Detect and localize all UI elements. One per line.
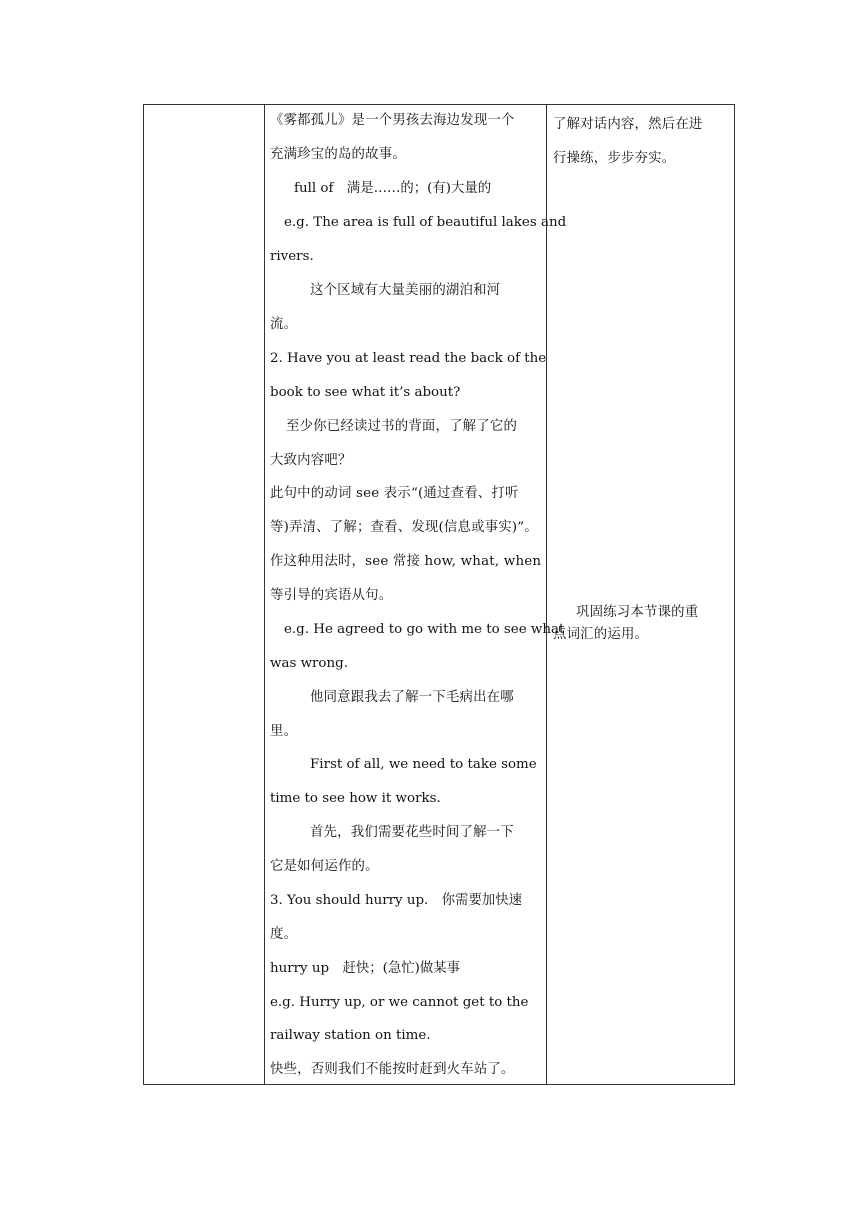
text-line: e.g. The area is full of beautiful lakes and [284,215,567,230]
text-line: 2. Have you at least read the back of the [270,351,547,366]
text-line: e.g. Hurry up, or we cannot get to the [270,995,529,1010]
text-line: 了解对话内容，然后在进 [553,117,703,132]
text-line: railway station on time. [270,1028,431,1043]
text-line: 等引导的宾语从句。 [270,588,393,603]
text-line: 此句中的动词 see 表示“(通过查看、打听 [270,486,519,501]
text-line: 至少你已经读过书的背面，了解了它的 [286,419,518,434]
content-column-cell [264,105,567,1084]
text-line: 这个区域有大量美丽的湖泊和河 [310,283,501,298]
text-line: 行操练，步步夯实。 [553,151,676,166]
text-line: 巩固练习本节课的重 [576,605,699,620]
text-line: 首先，我们需要花些时间了解一下 [310,825,514,840]
text-line: 等)弄清、了解；查看、发现(信息或事实)”。 [270,520,538,535]
text-line: 里。 [270,724,298,739]
text-line: 点词汇的运用。 [553,627,649,642]
text-line: 《雾都孤儿》是一个男孩去海边发现一个 [270,113,515,128]
text-line: 快些，否则我们不能按时赶到火车站了。 [270,1062,515,1077]
text-line: e.g. He agreed to go with me to see what [284,622,565,637]
text-line: full of 满是……的；(有)大量的 [294,181,492,196]
text-line: 它是如何运作的。 [270,859,379,874]
lesson-table [143,104,735,1085]
text-line: 他同意跟我去了解一下毛病出在哪 [310,690,514,705]
text-line: hurry up 赶快；(急忙)做某事 [270,961,461,976]
text-line: was wrong. [270,656,348,671]
text-line: 大致内容吧？ [270,453,352,468]
notes-column-cell [547,105,735,1084]
text-line: 作这种用法时，see 常接 how, what, when [270,554,542,569]
text-line: 充满珍宝的岛的故事。 [270,147,406,162]
text-line: First of all, we need to take some [310,757,537,772]
text-line: 度。 [270,927,298,942]
text-line: 3. You should hurry up. 你需要加快速 [270,893,523,908]
text-line: book to see what it’s about? [270,385,461,400]
text-line: time to see how it works. [270,791,441,806]
text-line: 流。 [270,317,298,332]
text-line: rivers. [270,249,314,264]
